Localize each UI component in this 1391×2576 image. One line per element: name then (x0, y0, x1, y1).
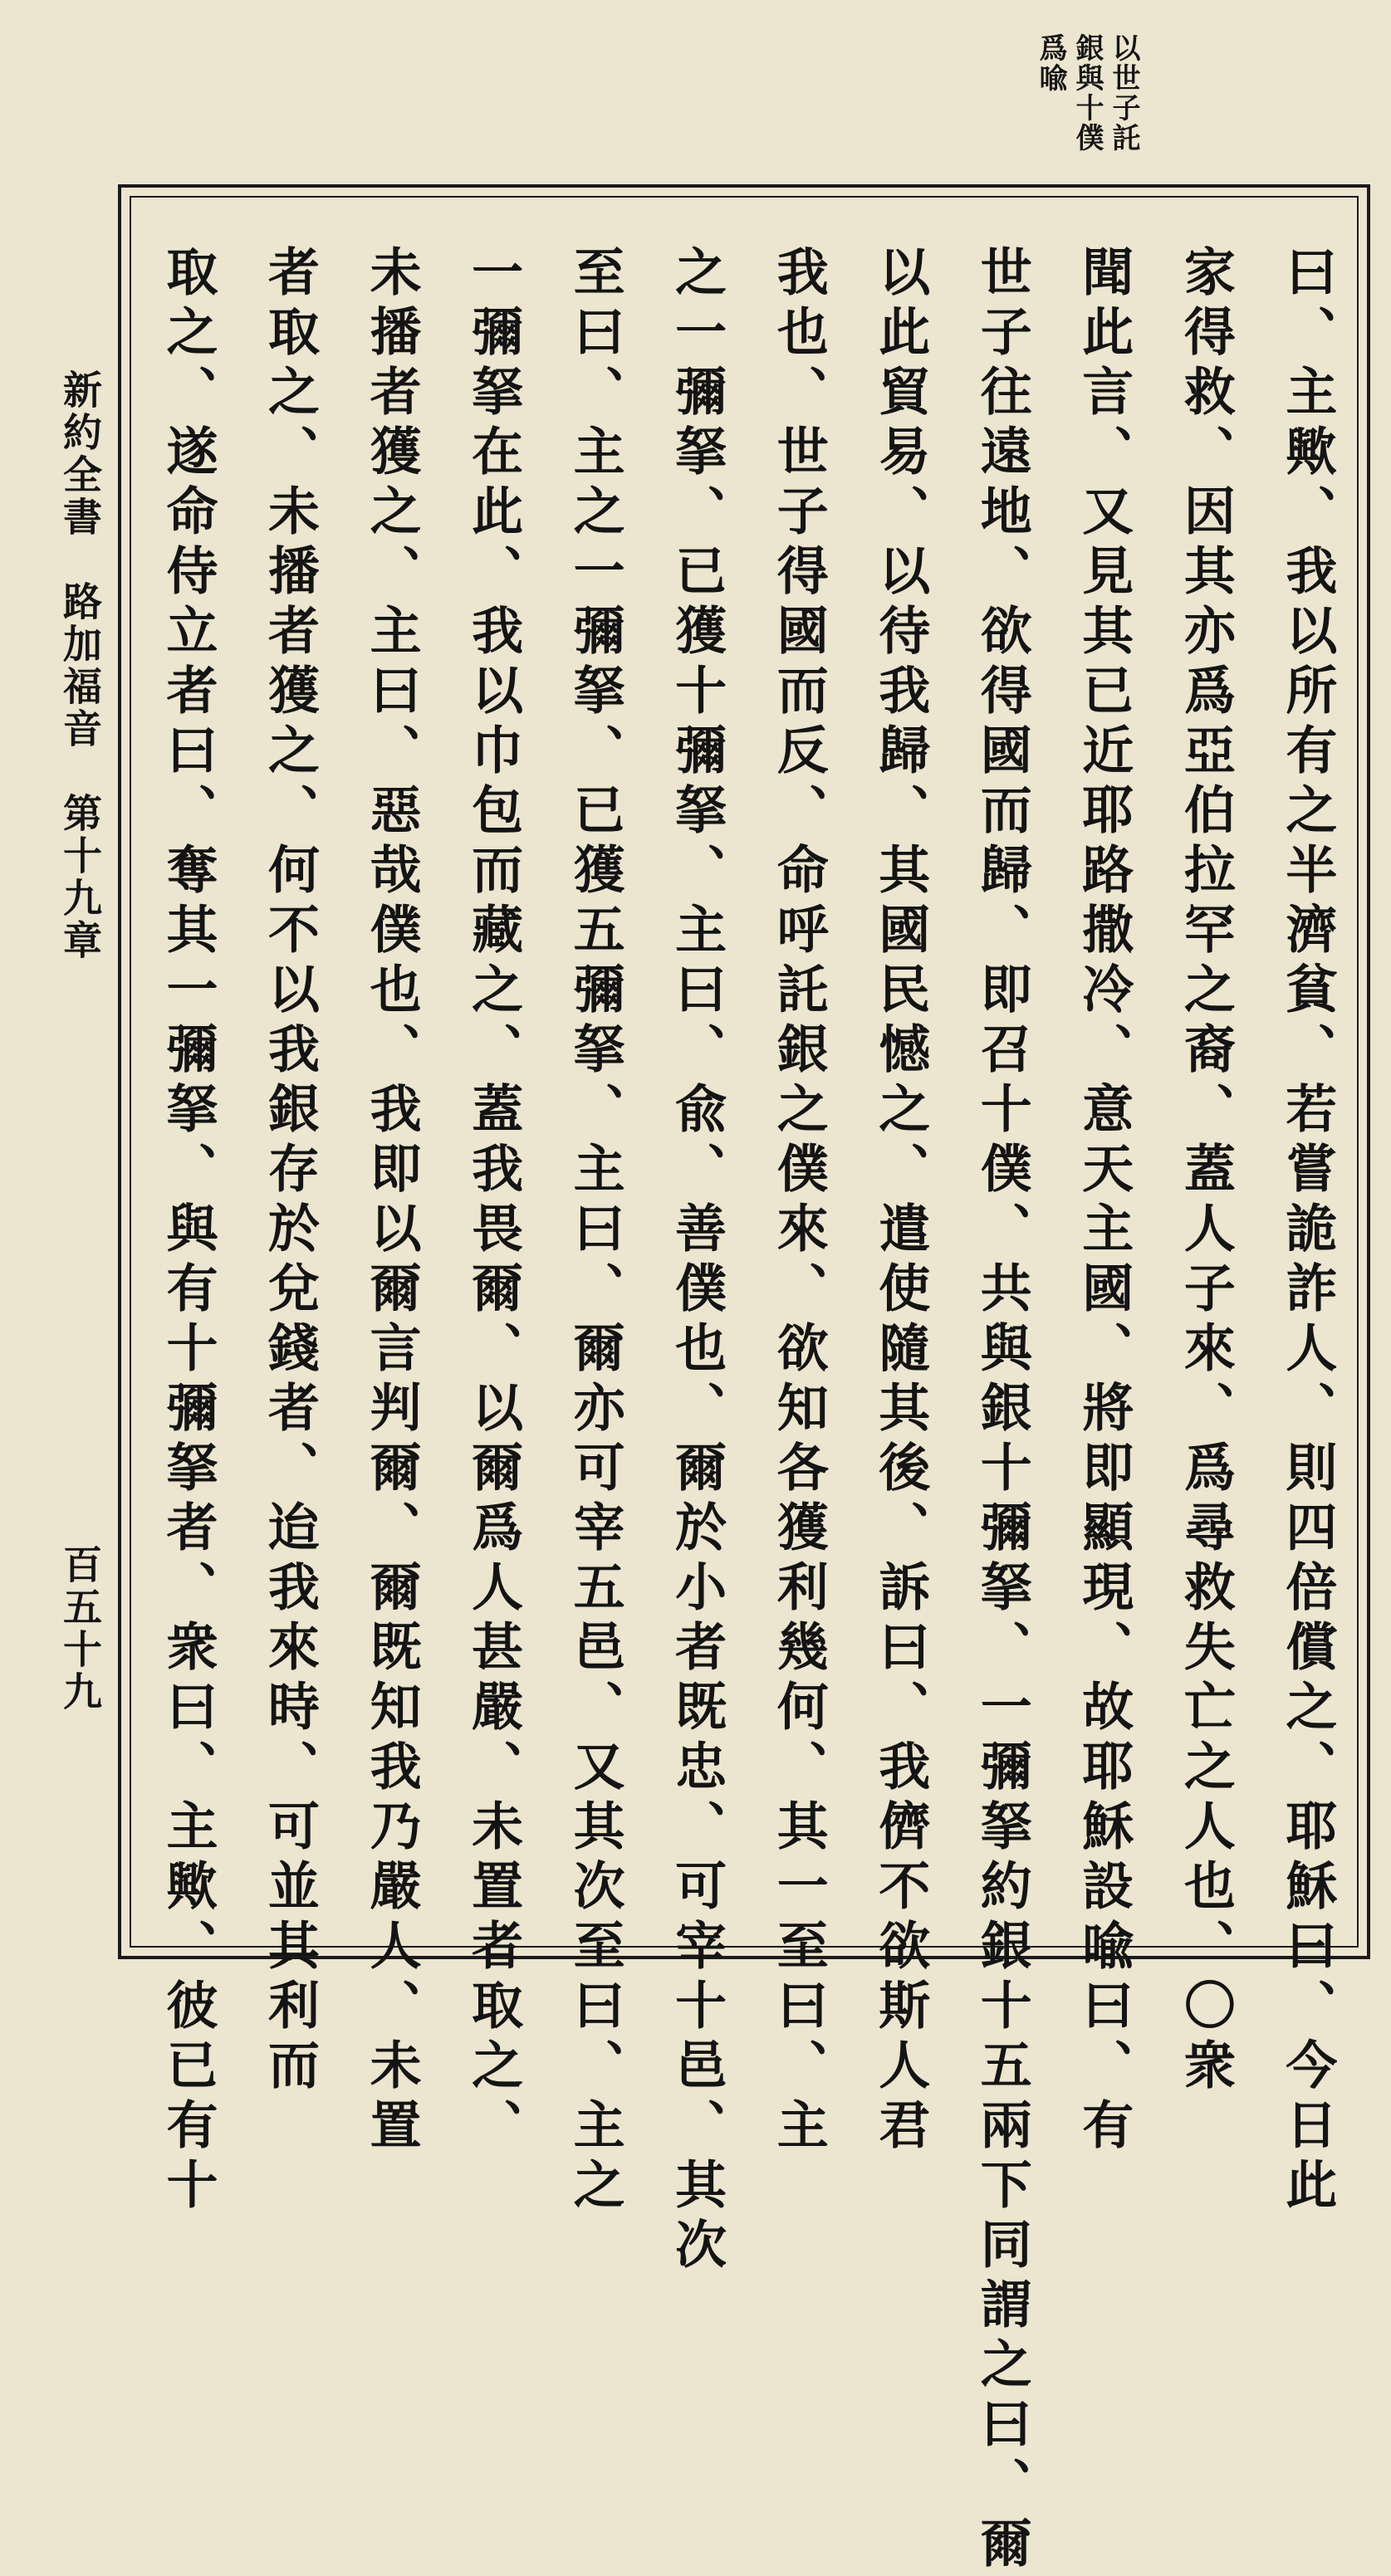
heading-line-3: 爲喩 (1034, 33, 1067, 93)
heading-line-2: 銀與十僕 (1070, 33, 1104, 153)
text-column-11: 者取之、未播者獲之、何不以我銀存於兌錢者、迨我來時、可並其利而 (259, 245, 321, 2098)
text-column-1: 曰、主歟、我以所有之半濟貧、若嘗詭詐人、則四倍償之、耶穌曰、今日此 (1276, 245, 1338, 2217)
text-column-4: 世子往遠地、欲得國而歸、即召十僕、共與銀十彌拏、一彌拏約銀十五兩下同謂之曰、爾 (972, 245, 1033, 2576)
heading-line-1: 以世子託 (1107, 33, 1140, 153)
text-column-3: 聞此言、又見其已近耶路撒冷、意天主國、將即顯現、故耶穌設喩曰、有 (1073, 245, 1134, 2158)
running-title: 新約全書 路加福音 第十九章 (56, 369, 102, 962)
text-column-10: 未播者獲之、主曰、惡哉僕也、我即以爾言判爾、爾既知我乃嚴人、未置 (361, 245, 423, 2158)
text-column-9: 一彌拏在此、我以巾包而藏之、蓋我畏爾、以爾爲人甚嚴、未置者取之、 (463, 245, 524, 2158)
text-column-8: 至曰、主之一彌拏、已獲五彌拏、主曰、爾亦可宰五邑、又其次至曰、主之 (565, 245, 626, 2217)
text-column-5: 以此貿易、以待我歸、其國民憾之、遣使隨其後、訴曰、我儕不欲斯人君 (869, 245, 931, 2158)
text-column-6: 我也、世子得國而反、命呼託銀之僕來、欲知各獲利幾何、其一至曰、主 (768, 245, 830, 2158)
marginal-heading (1015, 33, 1138, 187)
text-column-2: 家得救、因其亦爲亞伯拉罕之裔、蓋人子來、爲尋救失亡之人也、〇衆 (1175, 245, 1237, 2098)
page-number: 百五十九 (56, 1544, 102, 1713)
body-text (158, 245, 1338, 2576)
text-column-7: 之一彌拏、已獲十彌拏、主曰、兪、善僕也、爾於小者既忠、可宰十邑、其次 (666, 245, 727, 2277)
text-column-12: 取之、遂命侍立者曰、奪其一彌拏、與有十彌拏者、衆曰、主歟、彼已有十 (158, 245, 218, 2217)
